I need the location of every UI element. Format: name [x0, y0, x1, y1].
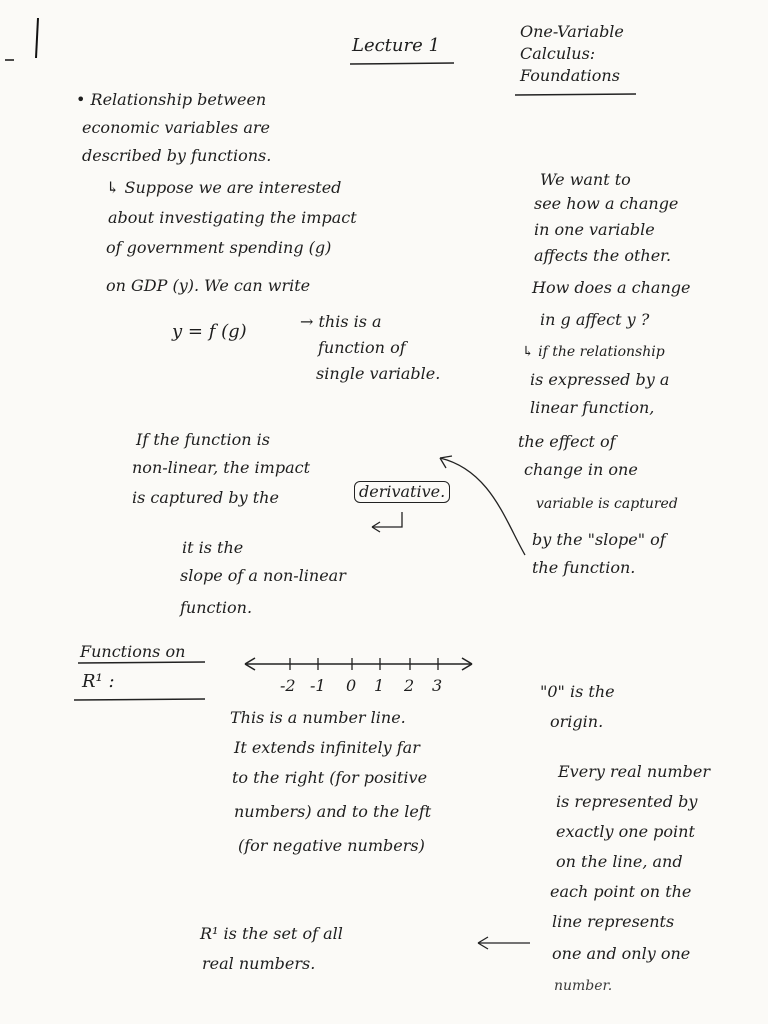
number-line-desc-1: This is a number line. [230, 708, 406, 727]
intro-line-2: economic variables are [82, 118, 270, 137]
set-note-line-1: R¹ is the set of all [200, 924, 343, 943]
course-title-line-1: One-Variable [520, 22, 624, 41]
tick-label-neg1: -1 [310, 676, 326, 695]
example-line-2: about investigating the impact [108, 208, 357, 227]
derivative-term: derivative. [354, 481, 450, 503]
tick-label-0: 0 [346, 676, 357, 695]
real-note-line-6: line represents [552, 912, 675, 931]
right-note-line-3: in one variable [534, 220, 655, 239]
nonlinear-line-1: If the function is [136, 430, 271, 449]
right-note-line-12: variable is captured [536, 496, 678, 512]
real-note-line-7: one and only one [552, 944, 691, 963]
right-note-line-9: linear function, [530, 398, 655, 417]
course-title-line-2: Calculus: [520, 44, 596, 63]
right-note-line-14: the function. [532, 558, 636, 577]
right-note-line-2: see how a change [534, 194, 679, 213]
intro-line-3: described by functions. [82, 146, 272, 165]
derivative-note-line-3: function. [180, 598, 253, 617]
right-note-line-6: in g affect y ? [540, 310, 650, 329]
derivative-note-line-1: it is the [182, 538, 244, 557]
origin-note-line-1: "0" is the [540, 682, 615, 701]
real-note-line-3: exactly one point [556, 822, 695, 841]
example-line-4: on GDP (y). We can write [106, 276, 311, 295]
tick-label-1: 1 [374, 676, 385, 695]
example-line-1: ↳ Suppose we are interested [106, 178, 342, 197]
right-note-line-10: the effect of [518, 432, 616, 451]
equation-note-line-2: function of [318, 338, 406, 357]
real-note-line-8: number. [554, 978, 613, 994]
section-space: R¹ : [82, 671, 115, 692]
nonlinear-line-2: non-linear, the impact [132, 458, 311, 477]
number-line-desc-3: to the right (for positive [232, 768, 428, 787]
tick-label-neg2: -2 [280, 676, 296, 695]
real-note-line-4: on the line, and [556, 852, 683, 871]
section-heading: Functions on [80, 642, 186, 661]
real-note-line-1: Every real number [558, 762, 710, 781]
set-note-line-2: real numbers. [202, 954, 316, 973]
origin-note-line-2: origin. [550, 712, 604, 731]
right-note-line-7: ↳ if the relationship [522, 344, 665, 360]
right-note-line-1: We want to [540, 170, 631, 189]
lecture-label: Lecture 1 [352, 35, 440, 56]
number-line-desc-2: It extends infinitely far [234, 738, 420, 757]
tick-label-2: 2 [404, 676, 415, 695]
derivative-note-line-2: slope of a non-linear [180, 566, 346, 585]
intro-line-1: • Relationship between [76, 90, 267, 109]
right-note-line-13: by the "slope" of [532, 530, 666, 549]
number-line-desc-4: numbers) and to the left [234, 802, 432, 821]
right-note-line-8: is expressed by a [530, 370, 670, 389]
equation-note-line-3: single variable. [316, 364, 441, 383]
example-line-3: of government spending (g) [106, 238, 332, 257]
real-note-line-5: each point on the [550, 882, 692, 901]
function-equation: y = f (g) [172, 321, 247, 342]
number-line-desc-5: (for negative numbers) [238, 836, 425, 855]
equation-note-line-1: → this is a [300, 312, 382, 331]
course-title-line-3: Foundations [520, 66, 620, 85]
right-note-line-5: How does a change [532, 278, 691, 297]
right-note-line-11: change in one [524, 460, 638, 479]
tick-label-3: 3 [432, 676, 443, 695]
right-note-line-4: affects the other. [534, 246, 672, 265]
real-note-line-2: is represented by [556, 792, 698, 811]
nonlinear-line-3: is captured by the [132, 488, 279, 507]
